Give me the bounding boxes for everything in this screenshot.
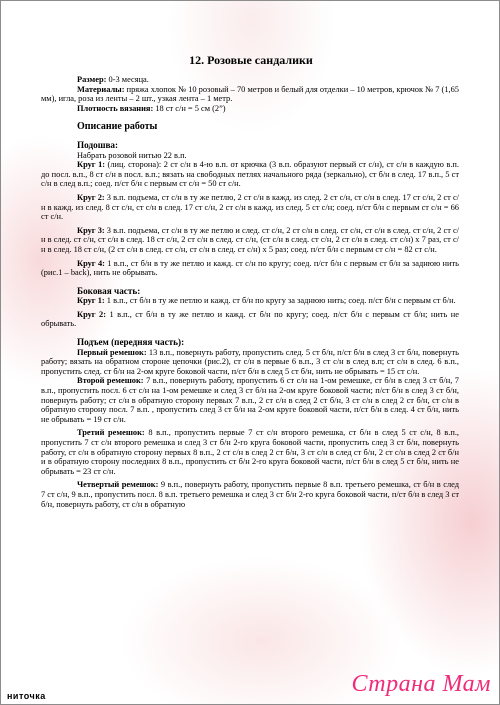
strap-text: 8 в.п., пропустить первые 7 ст с/н второго ремешка, ст б/н в след 5 ст с/н, 8 в.п., пропустить 7 ст с/н второго ремешка и след 3 ст б/н 2-го круга боковой части, пропустить след 3 ст б/н, повернуть работу, ст с/н в обратную сторону первых 8 в.п., 2 ст с/н в след 2 ст б/н, 3 ст с/н в след ст б/н, 2 ст с/н в след 2 ст б/н и в обратную сторону последних 8 в.п., пропустить ст б/н 2-го круга боковой части, п/ст б/н в след 5 ст б/н, нить не обрывать = 23 ст с/н. [41,428,460,476]
sole-round-3 [41,226,459,255]
strap-text: 9 в.п., повернуть работу, пропустить первые 8 в.п. третьего ремешка, ст б/н в след 7 ст с/н, 9 в.п., пропустить посл. 8 в.п. третьего ремешка и след 3 ст б/н 2-го круга боковой части, п/ст б/н в след 3 ст б/н, повернуть работу, ст с/н в обратную [41,480,459,509]
materials-line [41,85,459,104]
size-label: Размер: [77,75,107,84]
document-body [41,75,459,509]
density-line [41,104,459,114]
round-text: 1 в.п., ст б/н в ту же петлю и кажд. ст б/н по кругу за заднюю нить; соед. п/ст б/н с первым ст б/н. [104,296,456,306]
page-title: 12. Розовые сандалики [189,53,313,67]
side-heading: Боковая часть: [77,285,141,296]
round-text: 3 в.п. подъема, ст с/н в ту же петлю, 2 ст с/н в кажд. из след. 2 ст с/н, ст с/н в след. 17 ст с/н, 2 ст с/н в кажд. из след. 8 ст с/н, ст с/н в след. 17 ст с/н, 2 ст с/н в кажд. из след. 5 ст с/н; соед. п/ст б/н с первым ст с/н = 66 ст с/н. [41,192,459,222]
strap-2 [41,376,459,424]
round-text: (лиц. сторона): 2 ст с/н в 4-ю в.п. от крючка (3 в.п. образуют первый ст с/н), ст с/н в каждую в.п. до посл. в.п., 8 ст с/н в посл. в.п.; вязать на свободных петлях начального ряда (зеркально), ст б/н в след. 17 в.п., 5 ст с/н в след в.п.; соед. п/ст б/н с первым ст с/н = 50 ст с/н. [41,160,459,189]
materials-label: Материалы: [77,84,125,94]
round-label: Круг 2: [77,309,107,319]
round-label: Круг 1: [77,296,105,306]
strap-1 [41,348,459,377]
strap-label: Третий ремешок: [77,428,145,438]
side-round-2 [41,310,459,329]
round-text: 3 в.п. подъема, ст с/н в ту же петлю и след. ст с/н, 2 ст с/н в след. ст с/н, ст с/н в след. ст с/н, 2 ст с/н в след. ст с/н, ст с/н в след. 18 ст с/н, 2 ст с/н в след. ст с/н, (ст с/н в след. ст с/н, 2 ст с/н в след. ст с/н) х 7 раз, ст с/н в след. 18 ст с/н, (2 ст с/н в след. ст с/н, ст с/н в след. ст с/н) х 5 раз; соед. п/ст б/н с первым ст с/н = 82 ст с/н. [41,225,460,254]
strap-text: 7 в.п., повернуть работу, пропустить 6 ст с/н на 1-ом ремешке, ст б/н в след 3 ст б/н, 7 в.п., пропустить посл. 6 ст с/н на 1-ом ремешке и след 3 ст б/н на 2-ом круге боковой части; п/ст б/н в след 3 ст б/н, повернуть работу; ст с/н в обратную сторону первых 7 в.п., 2 ст с/н в след 2 ст б/н, 3 ст с/н в след 2 ст б/н, ст с/н в обратную сторону посл. 7 в.п. , пропустить след 3 ст б/н на 2-ом круге боковой части, п/ст б/н в след. 4 ст б/н, нить не обрывать = 19 ст с/н. [41,376,459,424]
density-value: 18 ст с/н = 5 см (2”) [153,103,226,113]
sole-start: Набрать розовой нитью 22 в.п. [77,150,187,160]
watermark-left: ниточка [7,691,46,701]
materials-value: пряжа хлопок № 10 розовый – 70 метров и белый для отделки – 10 метров, крючок № 7 (1,65 мм), игла, роза из ленты – 2 шт., узкая лента – 1 метр. [41,84,459,104]
description-heading: Описание работы [77,121,158,133]
strap-label: Четвертый ремешок: [77,480,159,490]
round-text: 1 в.п., ст б/н в ту же петлю и кажд. ст б/н по кругу; соед. п/ст б/н с первым ст б/н; нить не обрывать. [41,309,459,329]
size-line [41,75,459,85]
watermark-right: Страна Мам [351,671,491,697]
strap-label: Второй ремешок: [77,376,144,386]
sole-round-1 [41,160,459,189]
sole-heading: Подошва: [77,139,119,150]
strap-text: 13 в.п., повернуть работу, пропустить след. 5 ст б/н, п/ст б/н в след 3 ст б/н, повернуть работу; вязать на обратном стороне цепочки (рис.2), ст с/н в первые 6 в.п., 3 ст с/н в след в.п; ст с/н в след. 6 в.п., пропустить след. ст б/н на 2-ом круге боковой части, п/ст б/н в след 5 ст б/н, нить не обрывать = 15 ст с/н. [41,347,459,376]
strap-label: Первый ремешок: [77,347,147,357]
round-text: 1 в.п., ст б/н в ту же петлю и кажд. ст с/н по кругу; соед. п/ст б/н с первым ст б/н за заднюю нить (рис.1 – back), нить не обрывать. [41,258,459,278]
density-label: Плотность вязания: [77,103,154,113]
upper-heading: Подъем (передняя часть): [77,337,185,348]
round-label: Круг 3: [77,225,105,235]
side-round-1 [41,296,459,306]
strap-4 [41,480,459,509]
sole-round-4 [41,259,459,278]
sole-round-2 [41,193,459,222]
round-label: Круг 1: [77,160,106,170]
size-value: 0-3 месяца. [106,75,149,84]
round-label: Круг 4: [77,258,105,268]
round-label: Круг 2: [77,192,105,202]
strap-3 [41,428,459,476]
